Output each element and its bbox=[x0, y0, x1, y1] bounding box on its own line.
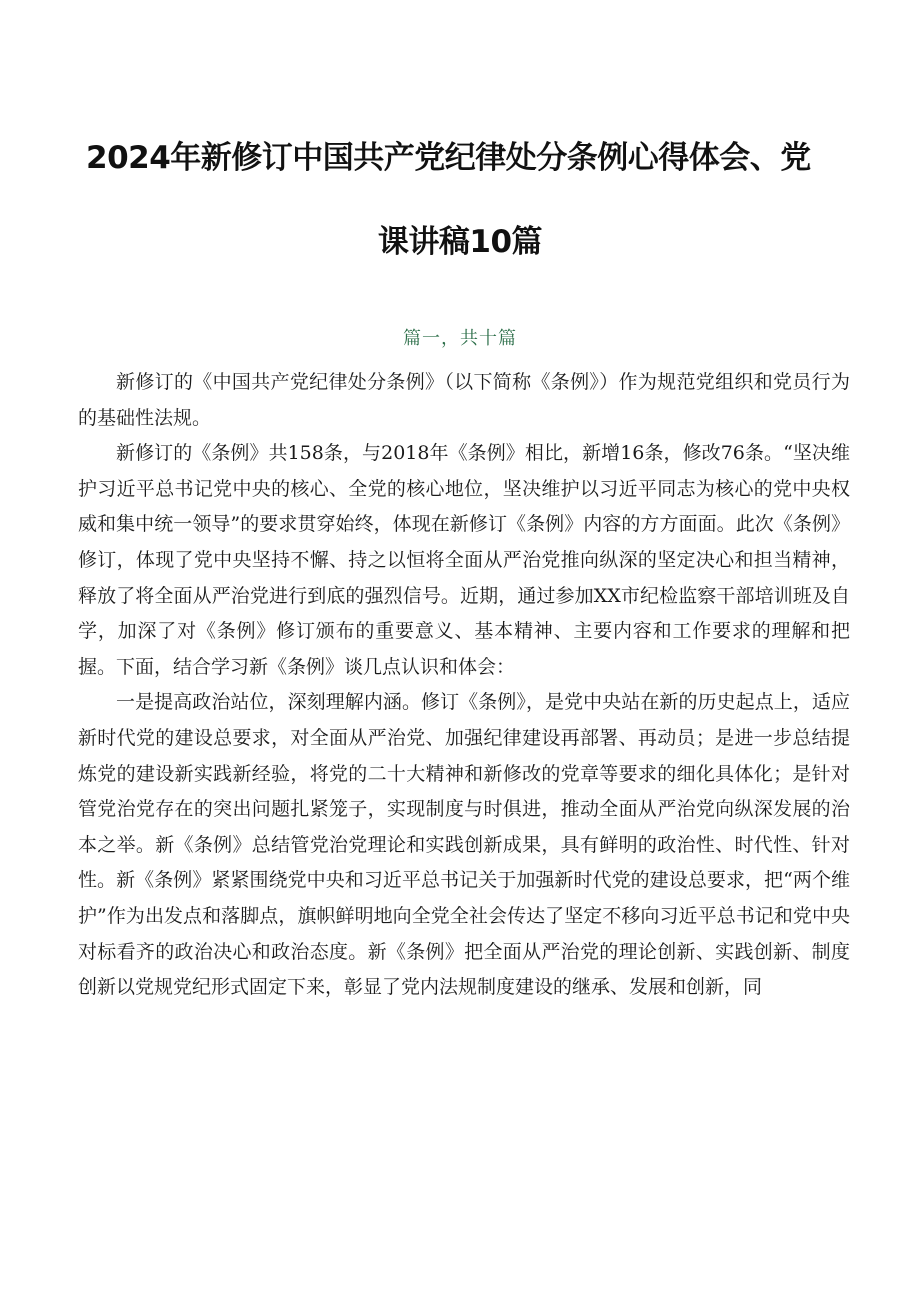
paragraph-2: 新修订的《条例》共158条，与2018年《条例》相比，新增16条，修改76条。“坚决维护习近平总书记党中央的核心、全党的核心地位，坚决维护以习近平同志为核心的党中央权威和集中统一领导”的要求贯穿始终，体现在新修订《条例》内容的方方面面。此次《条例》修订，体现了党中央坚持不懈、持之以恒将全面从严治党推向纵深的坚定决心和担当精神，释放了将全面从严治党进行到底的强烈信号。近期，通过参加XX市纪检监察干部培训班及自学，加深了对《条例》修订颁布的重要意义、基本精神、主要内容和工作要求的理解和把握。下面，结合学习新《条例》谈几点认识和体会： bbox=[78, 442, 850, 678]
paragraph-3: 一是提高政治站位，深刻理解内涵。修订《条例》，是党中央站在新的历史起点上，适应新时代党的建设总要求，对全面从严治党、加强纪律建设再部署、再动员；是进一步总结提炼党的建设新实践新经验，将党的二十大精神和新修改的党章等要求的细化具体化；是针对管党治党存在的突出问题扎紧笼子，实现制度与时俱进，推动全面从严治党向纵深发展的治本之举。新《条例》总结管党治党理论和实践创新成果，具有鲜明的政治性、时代性、针对性。新《条例》紧紧围绕党中央和习近平总书记关于加强新时代党的建设总要求，把“两个维护”作为出发点和落脚点，旗帜鲜明地向全党全社会传达了坚定不移向习近平总书记和党中央对标看齐的政治决心和政治态度。新《条例》把全面从严治党的理论创新、实践创新、制度创新以党规党纪形式固定下来，彰显了党内法规制度建设的继承、发展和创新，同 bbox=[78, 691, 850, 999]
paragraph-1: 新修订的《中国共产党纪律处分条例》（以下简称《条例》）作为规范党组织和党员行为的基础性法规。 bbox=[78, 371, 850, 429]
document-title-line-1: 2024年新修订中国共产党纪律处分条例心得体会、党 bbox=[86, 140, 811, 176]
document-body bbox=[78, 365, 850, 1006]
document-title-line-2: 课讲稿10篇 bbox=[377, 224, 543, 260]
section-subtitle: 篇一，共十篇 bbox=[403, 328, 517, 349]
